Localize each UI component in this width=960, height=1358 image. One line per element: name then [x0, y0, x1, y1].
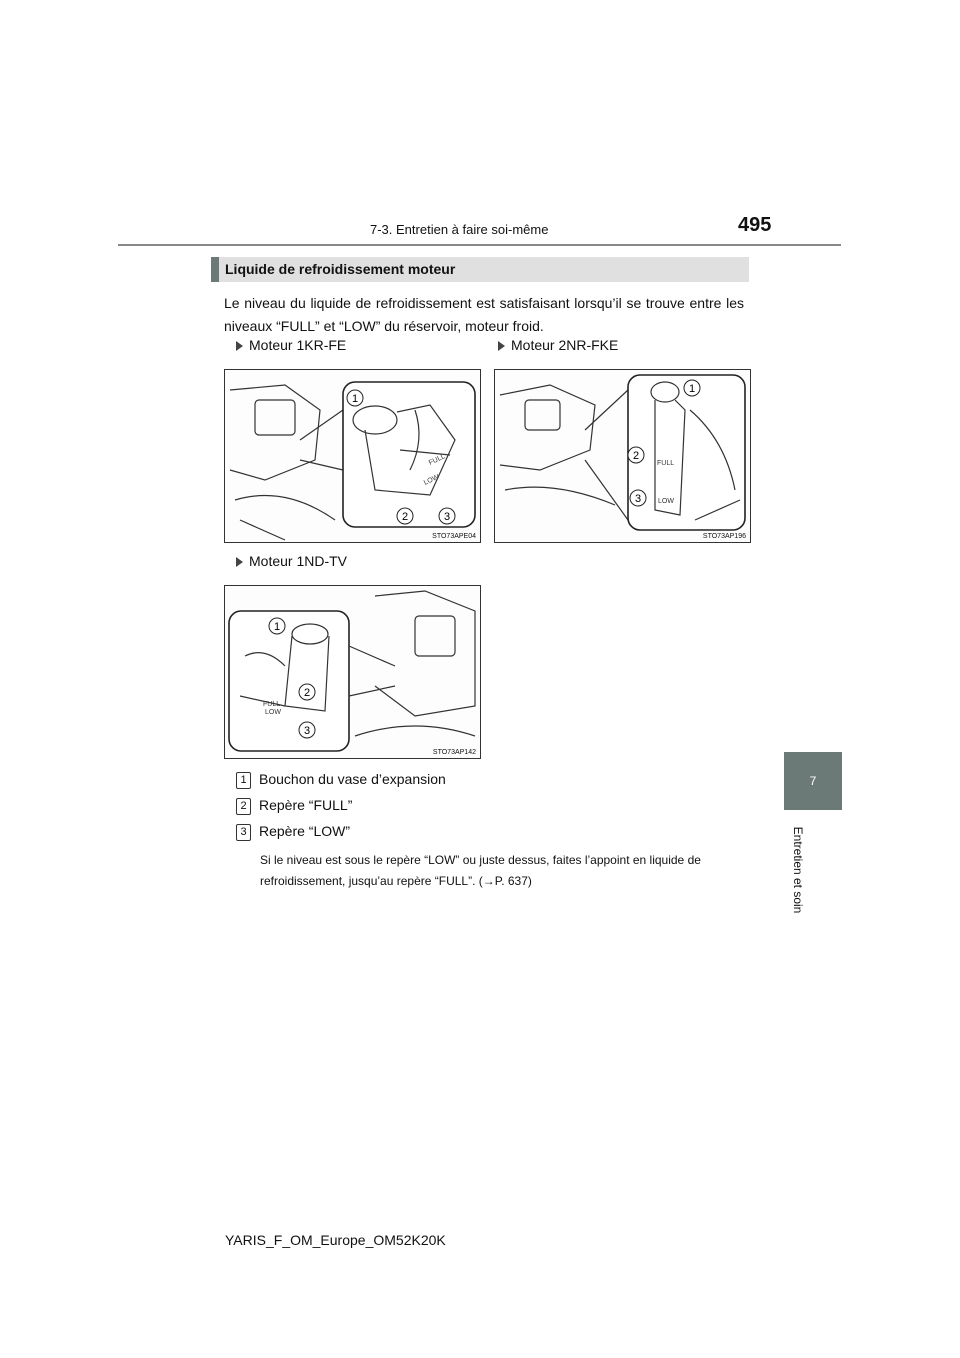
footer-doc-code: YARIS_F_OM_Europe_OM52K20K	[225, 1232, 446, 1248]
chapter-tab-number: 7	[809, 774, 817, 788]
full-mark-1nd: FULL	[263, 701, 281, 708]
section-title: Liquide de refroidissement moteur	[225, 261, 456, 277]
section-accent	[211, 257, 219, 282]
legend-num-1: 1	[236, 772, 251, 789]
legend-num-3: 3	[236, 824, 251, 841]
figure-2nr-fke	[494, 369, 751, 543]
section-header	[211, 257, 749, 282]
figure-1nd-tv	[224, 585, 481, 759]
low-mark-1kr: LOW	[422, 473, 441, 487]
intro-paragraph: Le niveau du liquide de refroidissement est satisfaisant lorsqu’il se trouve entre les niveaux “FULL” et “LOW” du réservoir, moteur froid.	[224, 295, 744, 334]
figure-caption-2nr-text: Moteur 2NR-FKE	[511, 337, 619, 353]
full-mark-1kr: FULL	[427, 453, 447, 467]
callout-3-1nd: 3	[303, 725, 311, 737]
refill-note: Si le niveau est sous le repère “LOW” ou juste dessus, faites l’appoint en liquide de refroidissement, jusqu’au repère “FULL”. (→P. 637)	[260, 853, 701, 888]
triangle-bullet-icon	[498, 341, 505, 351]
legend-text-1: Bouchon du vase d’expansion	[259, 771, 446, 787]
figure-code-2nr: STO73AP196	[702, 533, 746, 540]
legend-text-2: Repère “FULL”	[259, 797, 353, 813]
triangle-bullet-icon	[236, 341, 243, 351]
figure-caption-1kr-text: Moteur 1KR-FE	[249, 337, 347, 353]
figure-code-1kr: STO73APE04	[432, 533, 476, 540]
full-mark-2nr: FULL	[657, 460, 675, 467]
chapter-title: 7-3. Entretien à faire soi-même	[370, 222, 549, 237]
callout-2-1kr: 2	[401, 511, 409, 523]
figure-caption-2nr	[498, 337, 618, 353]
legend-item-3	[236, 823, 350, 841]
triangle-bullet-icon	[236, 557, 243, 567]
figure-1kr-fe	[224, 369, 481, 543]
figure-caption-1kr	[236, 337, 346, 353]
low-mark-2nr: LOW	[658, 498, 674, 505]
chapter-tab-label-text: Entretien et soin	[791, 826, 805, 914]
chapter-tab[interactable]	[784, 752, 842, 810]
callout-3-1kr: 3	[443, 511, 451, 523]
engine-bay-illustration-1kr	[225, 370, 480, 542]
callout-1-2nr: 1	[688, 383, 696, 395]
legend-text-3: Repère “LOW”	[259, 823, 351, 839]
engine-bay-illustration-2nr	[495, 370, 750, 542]
low-mark-1nd: LOW	[265, 709, 281, 716]
callout-1-1nd: 1	[273, 621, 281, 633]
engine-bay-illustration-1nd	[225, 586, 480, 758]
figure-code-1nd: STO73AP142	[432, 749, 476, 756]
figure-caption-1nd	[236, 553, 347, 569]
legend-item-1	[236, 771, 446, 789]
chapter-tab-label	[788, 815, 808, 925]
legend-num-2: 2	[236, 798, 251, 815]
callout-3-2nr: 3	[634, 493, 642, 505]
callout-2-2nr: 2	[632, 450, 640, 462]
page-number: 495	[738, 214, 772, 236]
callout-1-1kr: 1	[351, 393, 359, 405]
figure-caption-1nd-text: Moteur 1ND-TV	[249, 553, 348, 569]
legend-item-2	[236, 797, 352, 815]
header-rule	[118, 244, 841, 246]
callout-2-1nd: 2	[303, 687, 311, 699]
